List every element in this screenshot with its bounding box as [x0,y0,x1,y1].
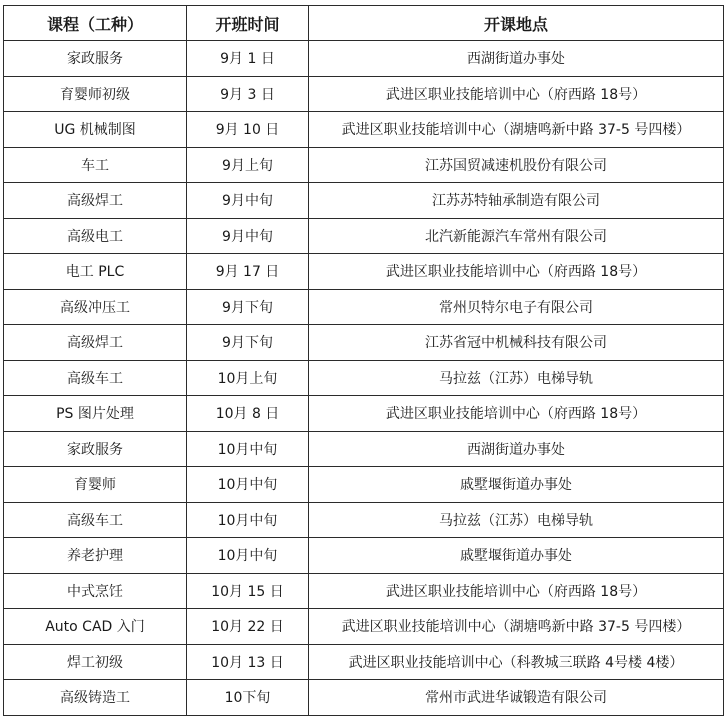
start-time-cell: 10月中旬 [187,538,309,574]
start-time-cell: 9月 3 日 [187,76,309,112]
schedule-table-wrapper [3,5,724,716]
course-cell: 高级电工 [4,218,187,254]
header-location: 开课地点 [309,6,724,41]
course-cell: 车工 [4,147,187,183]
course-cell: 焊工初级 [4,644,187,680]
table-row [4,254,724,290]
table-row [4,467,724,503]
location-cell: 马拉兹（江苏）电梯导轨 [309,360,724,396]
course-cell: 高级焊工 [4,183,187,219]
location-cell: 马拉兹（江苏）电梯导轨 [309,502,724,538]
table-row [4,147,724,183]
table-row [4,41,724,77]
location-cell: 武进区职业技能培训中心（湖塘鸣新中路 37-5 号四楼） [309,112,724,148]
course-cell: 高级铸造工 [4,680,187,716]
location-cell: 武进区职业技能培训中心（科教城三联路 4号楼 4楼） [309,644,724,680]
location-cell: 西湖街道办事处 [309,41,724,77]
table-row [4,289,724,325]
table-row [4,538,724,574]
table-row [4,609,724,645]
start-time-cell: 9月下旬 [187,325,309,361]
start-time-cell: 9月 10 日 [187,112,309,148]
course-cell: 育婴师初级 [4,76,187,112]
course-schedule-table [3,5,724,716]
start-time-cell: 10月 15 日 [187,573,309,609]
start-time-cell: 10月上旬 [187,360,309,396]
course-cell: 高级车工 [4,360,187,396]
course-cell: PS 图片处理 [4,396,187,432]
table-row [4,680,724,716]
course-cell: 育婴师 [4,467,187,503]
table-row [4,360,724,396]
table-row [4,573,724,609]
location-cell: 武进区职业技能培训中心（府西路 18号） [309,573,724,609]
course-cell: 电工 PLC [4,254,187,290]
start-time-cell: 10月 13 日 [187,644,309,680]
start-time-cell: 9月 17 日 [187,254,309,290]
table-row [4,396,724,432]
table-row [4,431,724,467]
table-row [4,218,724,254]
location-cell: 江苏苏特轴承制造有限公司 [309,183,724,219]
course-cell: Auto CAD 入门 [4,609,187,645]
start-time-cell: 10月中旬 [187,467,309,503]
course-cell: 家政服务 [4,431,187,467]
course-cell: 家政服务 [4,41,187,77]
location-cell: 江苏国贸减速机股份有限公司 [309,147,724,183]
course-cell: 养老护理 [4,538,187,574]
location-cell: 戚墅堰街道办事处 [309,538,724,574]
location-cell: 北汽新能源汽车常州有限公司 [309,218,724,254]
table-row [4,644,724,680]
location-cell: 江苏省冠中机械科技有限公司 [309,325,724,361]
start-time-cell: 9月中旬 [187,183,309,219]
start-time-cell: 10月中旬 [187,431,309,467]
table-row [4,76,724,112]
table-row [4,325,724,361]
start-time-cell: 10下旬 [187,680,309,716]
table-row [4,112,724,148]
location-cell: 武进区职业技能培训中心（府西路 18号） [309,76,724,112]
course-cell: 高级焊工 [4,325,187,361]
location-cell: 常州市武进华诚锻造有限公司 [309,680,724,716]
location-cell: 武进区职业技能培训中心（府西路 18号） [309,396,724,432]
start-time-cell: 10月 8 日 [187,396,309,432]
start-time-cell: 9月中旬 [187,218,309,254]
start-time-cell: 10月中旬 [187,502,309,538]
location-cell: 戚墅堰街道办事处 [309,467,724,503]
course-cell: UG 机械制图 [4,112,187,148]
header-row [4,6,724,41]
location-cell: 西湖街道办事处 [309,431,724,467]
course-cell: 中式烹饪 [4,573,187,609]
location-cell: 武进区职业技能培训中心（府西路 18号） [309,254,724,290]
table-row [4,183,724,219]
header-course: 课程（工种） [4,6,187,41]
start-time-cell: 9月 1 日 [187,41,309,77]
header-start-time: 开班时间 [187,6,309,41]
course-cell: 高级冲压工 [4,289,187,325]
start-time-cell: 9月上旬 [187,147,309,183]
start-time-cell: 9月下旬 [187,289,309,325]
location-cell: 武进区职业技能培训中心（湖塘鸣新中路 37-5 号四楼） [309,609,724,645]
start-time-cell: 10月 22 日 [187,609,309,645]
location-cell: 常州贝特尔电子有限公司 [309,289,724,325]
course-cell: 高级车工 [4,502,187,538]
table-row [4,502,724,538]
